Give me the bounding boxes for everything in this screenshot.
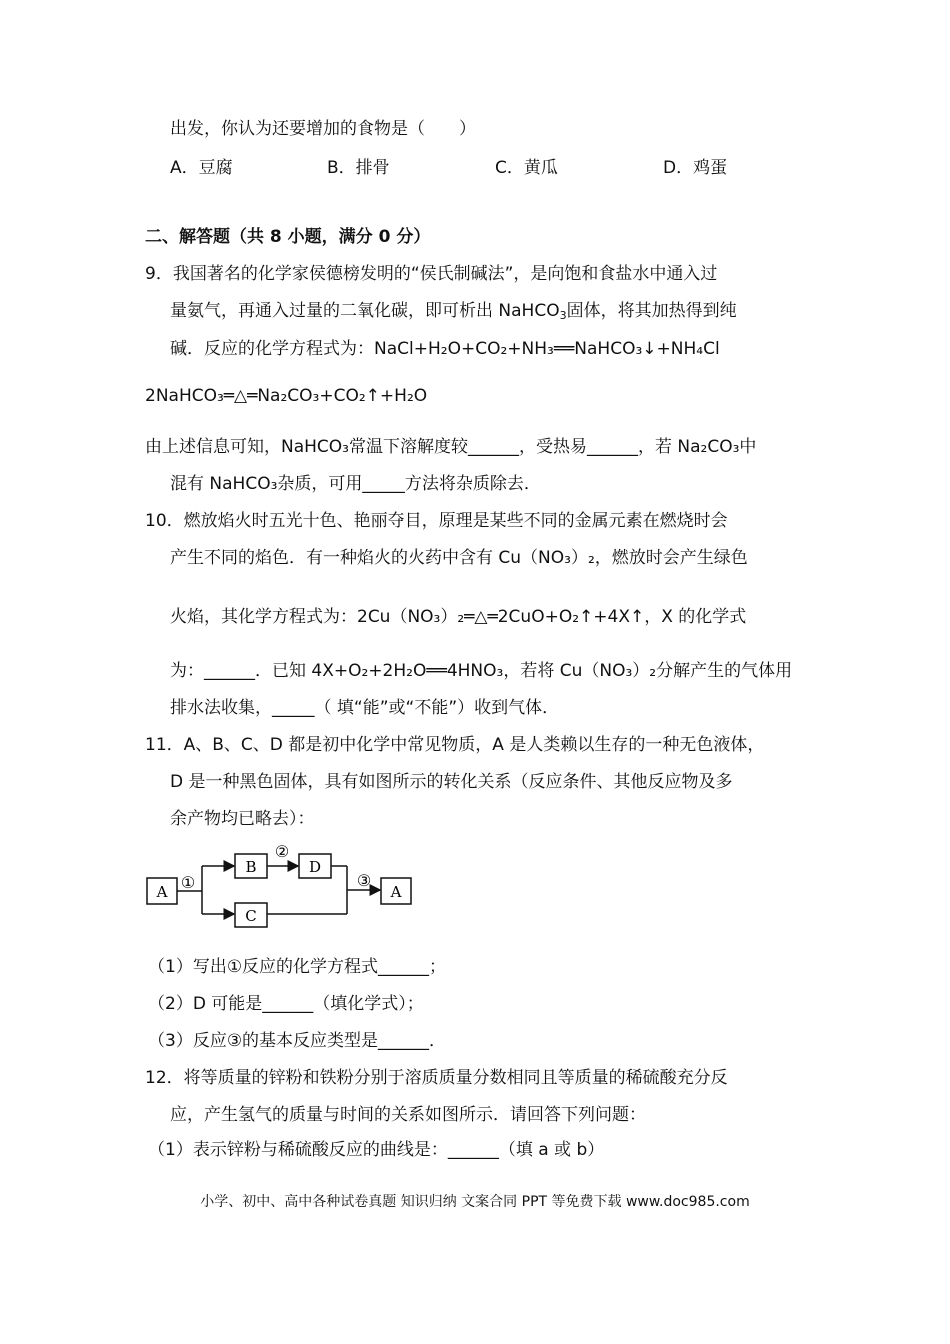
q8-option-a: A．豆腐: [170, 158, 233, 178]
node-b-label: B: [245, 858, 257, 876]
q12-line2: 应，产生氢气的质量与时间的关系如图所示．请回答下列问题：: [170, 1105, 646, 1125]
node-c-label: C: [245, 907, 257, 925]
q11-line1: 11．A、B、C、D 都是初中化学中常见物质，A 是人类赖以生存的一种无色液体，: [145, 735, 765, 755]
q9-line2-b: 固体，将其加热得到纯: [566, 301, 737, 321]
q11-line3: 余产物均已略去）：: [170, 809, 315, 829]
q9-line2-sub: 3: [559, 309, 567, 322]
q8-option-b: B．排骨: [327, 158, 390, 178]
q9-equation2: 2NaHCO₃═△═Na₂CO₃+CO₂↑+H₂O: [145, 386, 428, 406]
q10-line4: 为：______．已知 4X+O₂+2H₂O══4HNO₃，若将 Cu（NO₃）₂分解产生的气体用: [170, 661, 793, 681]
q11-sub1: （1）写出①反应的化学方程式______；: [148, 957, 447, 977]
q10-line1: 10．燃放焰火时五光十色、艳丽夺目，原理是某些不同的金属元素在燃烧时会: [145, 511, 728, 531]
q12-line1: 12．将等质量的锌粉和铁粉分别于溶质质量分数相同且等质量的稀硫酸充分反: [145, 1068, 728, 1088]
q11-diagram: [140, 842, 420, 932]
q9-line2-a: 量氨气，再通入过量的二氧化碳，即可析出 NaHCO: [170, 301, 560, 321]
node-a-label: A: [156, 883, 168, 901]
q12-sub1: （1）表示锌粉与稀硫酸反应的曲线是：______（填 a 或 b）: [148, 1140, 605, 1160]
q10-line2: 产生不同的焰色．有一种焰火的火药中含有 Cu（NO₃）₂，燃放时会产生绿色: [170, 548, 748, 568]
q9-line2: [170, 300, 737, 322]
q9-line4: 由上述信息可知，NaHCO₃常温下溶解度较______，受热易______，若 Na₂CO₃中: [145, 437, 757, 457]
node-a2-label: A: [390, 883, 402, 901]
step-1-label: ①: [180, 873, 196, 892]
section-title: 二、解答题（共 8 小题，满分 0 分）: [145, 227, 431, 247]
step-3-label: ③: [356, 871, 372, 890]
q9-line5: 混有 NaHCO₃杂质，可用_____方法将杂质除去．: [170, 474, 541, 494]
q10-line3: 火焰，其化学方程式为：2Cu（NO₃）₂═△═2CuO+O₂↑+4X↑，X 的化学式: [170, 607, 747, 627]
q11-sub3: （3）反应③的基本反应类型是______．: [148, 1031, 447, 1051]
q11-line2: D 是一种黑色固体，具有如图所示的转化关系（反应条件、其他反应物及多: [170, 772, 733, 792]
q11-sub2: （2）D 可能是______（填化学式）；: [148, 994, 424, 1014]
step-2-label: ②: [274, 842, 290, 861]
node-d-label: D: [308, 858, 322, 876]
q8-option-d: D．鸡蛋: [663, 158, 728, 178]
page-footer: 小学、初中、高中各种试卷真题 知识归纳 文案合同 PPT 等免费下载 www.doc985.com: [200, 1194, 750, 1210]
q8-tail: 出发，你认为还要增加的食物是（ ）: [170, 119, 476, 139]
q8-option-c: C．黄瓜: [495, 158, 558, 178]
q9-line3: 碱．反应的化学方程式为：NaCl+H₂O+CO₂+NH₃══NaHCO₃↓+NH₄Cl: [170, 339, 720, 359]
q10-line5: 排水法收集，_____（ 填“能”或“不能”）收到气体．: [170, 698, 560, 718]
q9-line1: 9．我国著名的化学家侯德榜发明的“侯氏制碱法”，是向饱和食盐水中通入过: [145, 264, 718, 284]
